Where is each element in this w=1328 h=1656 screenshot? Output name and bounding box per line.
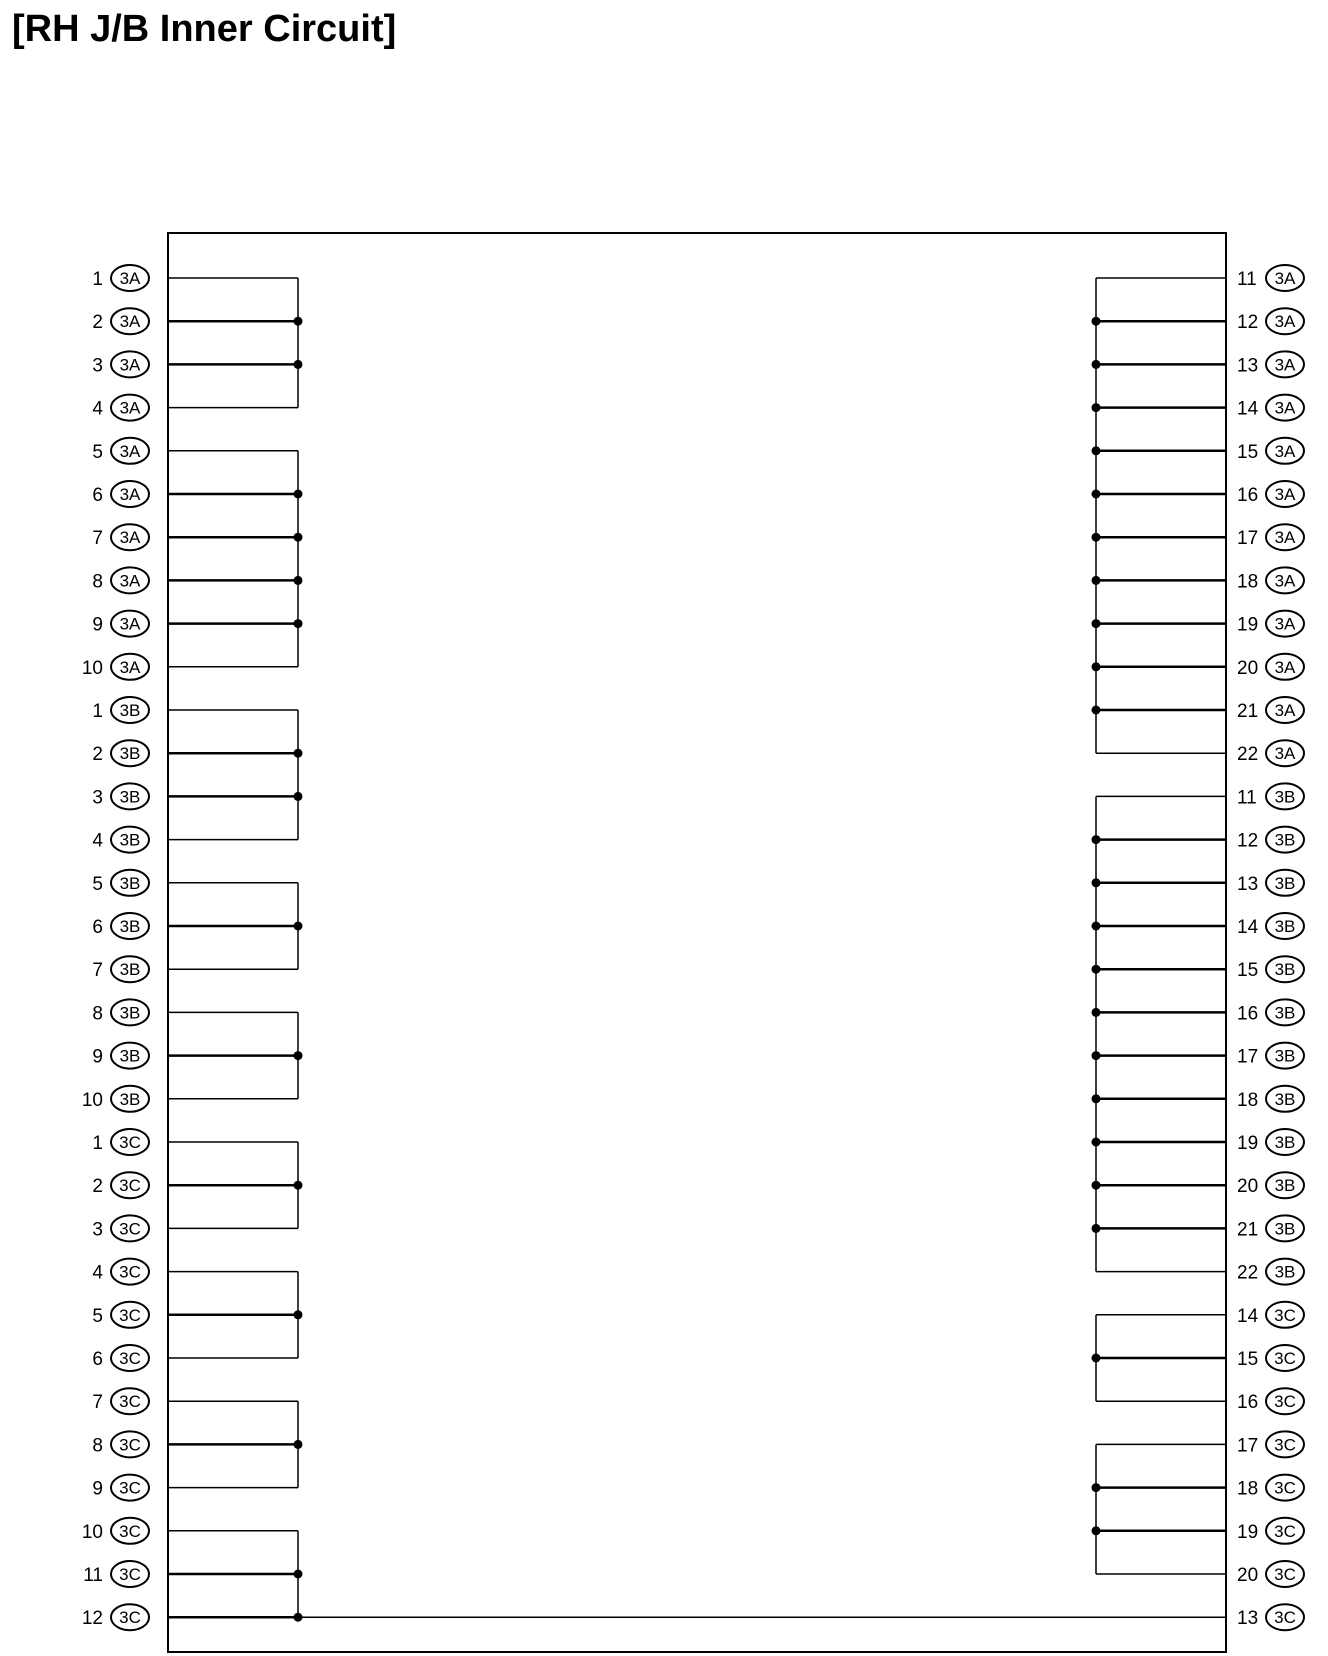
connector-label: 3A — [119, 657, 141, 677]
connector-label: 3C — [1274, 1565, 1296, 1584]
connector-label: 3A — [1274, 571, 1296, 591]
left-terminal — [92, 1302, 149, 1328]
right-terminal — [1237, 1172, 1304, 1198]
pin-number: 5 — [92, 873, 103, 895]
pin-number: 7 — [92, 1392, 103, 1414]
connector-label: 3C — [119, 1305, 141, 1325]
pin-number: 14 — [1237, 917, 1259, 938]
pin-number: 22 — [1237, 744, 1259, 766]
right-terminal — [1237, 1388, 1304, 1414]
connector-label: 3B — [119, 873, 141, 893]
pin-number: 11 — [1237, 787, 1257, 809]
left-terminal — [92, 1475, 149, 1501]
right-terminal — [1237, 1129, 1304, 1155]
connector-label: 3C — [119, 1521, 141, 1541]
junction-dot — [294, 792, 303, 801]
connector-label: 3A — [119, 485, 141, 504]
connector-label: 3A — [119, 441, 141, 461]
left-terminal — [92, 697, 149, 723]
pin-number: 14 — [1237, 398, 1259, 420]
pin-number: 5 — [92, 441, 103, 463]
left-terminal — [92, 783, 149, 809]
connector-label: 3A — [119, 398, 141, 418]
right-terminal — [1237, 567, 1304, 593]
pin-number: 4 — [92, 1262, 103, 1284]
left-terminal — [82, 1518, 149, 1544]
pin-number: 19 — [1237, 1133, 1259, 1154]
connector-label: 3A — [1274, 528, 1296, 548]
pin-number: 12 — [81, 1608, 103, 1630]
left-terminal — [92, 265, 149, 291]
pin-number: 6 — [92, 1349, 103, 1370]
connector-label: 3C — [119, 1608, 141, 1628]
left-terminal — [92, 956, 149, 982]
pin-number: 20 — [1237, 1176, 1259, 1198]
pin-number: 10 — [81, 1089, 103, 1111]
right-terminal — [1237, 265, 1304, 291]
pin-number: 10 — [81, 657, 103, 679]
connector-label: 3A — [1274, 269, 1296, 288]
junction-dot — [1092, 965, 1101, 974]
pin-number: 16 — [1237, 1392, 1259, 1414]
connector-label: 3A — [119, 269, 141, 288]
right-terminal — [1237, 1561, 1304, 1587]
left-terminal — [92, 1043, 149, 1069]
connector-label: 3B — [1274, 960, 1296, 980]
left-terminal — [92, 308, 149, 334]
left-terminal — [92, 567, 149, 593]
connector-label: 3C — [1274, 1521, 1296, 1541]
left-terminal — [92, 611, 149, 637]
junction-dot — [294, 1181, 303, 1190]
junction-dot — [1092, 533, 1101, 542]
left-terminal — [92, 1172, 149, 1198]
right-terminal — [1237, 308, 1304, 334]
pin-number: 18 — [1237, 1089, 1259, 1111]
connector-label: 3A — [1274, 701, 1296, 720]
junction-dot — [1092, 1008, 1101, 1017]
junction-dot — [294, 1440, 303, 1449]
junction-dot — [1092, 878, 1101, 887]
left-terminal — [92, 1215, 149, 1241]
connector-label: 3C — [119, 1262, 141, 1282]
junction-dot — [294, 619, 303, 628]
junction-dot — [1092, 1051, 1101, 1060]
left-terminal — [92, 438, 149, 464]
connector-label: 3B — [119, 701, 141, 720]
junction-dot — [1092, 922, 1101, 931]
pin-number: 9 — [92, 1478, 103, 1500]
junction-dot — [294, 1310, 303, 1319]
wires — [168, 278, 1226, 1617]
pin-number: 15 — [1237, 441, 1259, 463]
connector-label: 3B — [119, 787, 141, 807]
right-terminal — [1237, 1215, 1304, 1241]
junction-dot — [1092, 1181, 1101, 1190]
right-terminal — [1237, 1302, 1304, 1328]
pin-number: 15 — [1237, 1349, 1259, 1370]
pin-number: 12 — [1237, 830, 1259, 852]
connector-label: 3B — [1274, 787, 1296, 807]
pin-number: 3 — [92, 355, 103, 377]
left-terminal — [92, 481, 149, 507]
right-terminal — [1237, 1604, 1304, 1630]
pin-number: 22 — [1237, 1262, 1259, 1284]
right-terminal — [1237, 438, 1304, 464]
junction-dot — [1092, 317, 1101, 326]
connector-label: 3B — [1274, 917, 1296, 936]
pin-number: 15 — [1237, 960, 1259, 982]
pin-number: 18 — [1237, 1478, 1259, 1500]
junction-dot — [1092, 1526, 1101, 1535]
left-terminal — [92, 827, 149, 853]
pin-number: 14 — [1237, 1305, 1259, 1327]
pin-number: 5 — [92, 1305, 103, 1327]
connector-label: 3B — [119, 830, 141, 850]
pin-number: 20 — [1237, 657, 1259, 679]
connector-label: 3A — [1274, 614, 1296, 634]
connector-label: 3C — [119, 1349, 141, 1368]
right-terminal — [1237, 1086, 1304, 1112]
right-terminal — [1237, 697, 1304, 723]
connector-label: 3B — [1274, 1089, 1296, 1109]
right-terminal — [1237, 913, 1304, 939]
connector-label: 3C — [1274, 1349, 1296, 1368]
pin-number: 6 — [92, 485, 103, 506]
left-terminal — [92, 1259, 149, 1285]
connector-label: 3B — [119, 1046, 141, 1066]
connector-label: 3A — [1274, 744, 1296, 764]
connector-label: 3C — [1274, 1478, 1296, 1498]
pin-number: 1 — [92, 269, 103, 290]
pin-number: 16 — [1237, 1003, 1259, 1025]
connector-label: 3B — [1274, 1176, 1296, 1196]
junction-dot — [1092, 1138, 1101, 1147]
connector-label: 3C — [119, 1435, 141, 1455]
pin-number: 17 — [1237, 1435, 1259, 1457]
right-terminal — [1237, 1043, 1304, 1069]
junction-dot — [1092, 1224, 1101, 1233]
junction-dot — [294, 533, 303, 542]
pin-number: 7 — [92, 960, 103, 982]
connector-label: 3C — [119, 1392, 141, 1412]
junction-dot — [294, 360, 303, 369]
left-terminal — [92, 870, 149, 896]
connector-label: 3C — [1274, 1608, 1296, 1628]
junction-dot — [1092, 835, 1101, 844]
left-terminal — [92, 740, 149, 766]
connector-label: 3A — [1274, 312, 1296, 332]
connector-label: 3A — [1274, 398, 1296, 418]
junction-dot — [294, 317, 303, 326]
connector-label: 3C — [119, 1133, 141, 1152]
page-title: [RH J/B Inner Circuit] — [12, 8, 397, 50]
connector-label: 3A — [1274, 657, 1296, 677]
right-terminal — [1237, 783, 1304, 809]
connector-label: 3C — [119, 1565, 141, 1584]
pin-number: 13 — [1237, 873, 1259, 895]
junction-dot — [1092, 576, 1101, 585]
junction-dot — [294, 576, 303, 585]
left-terminal — [92, 1345, 149, 1371]
connector-label: 3C — [119, 1478, 141, 1498]
pin-number: 9 — [92, 1046, 103, 1068]
connector-label: 3A — [1274, 441, 1296, 461]
pin-number: 10 — [81, 1521, 103, 1543]
connector-label: 3B — [119, 1003, 141, 1023]
pin-number: 12 — [1237, 312, 1259, 334]
connector-label: 3A — [119, 614, 141, 634]
connector-label: 3A — [119, 528, 141, 548]
right-terminal — [1237, 1259, 1304, 1285]
connector-label: 3B — [1274, 1003, 1296, 1023]
junction-dots — [294, 317, 1101, 1622]
junction-dot — [294, 749, 303, 758]
junction-dot — [294, 1051, 303, 1060]
connector-label: 3B — [1274, 873, 1296, 893]
connector-label: 3B — [1274, 1046, 1296, 1066]
pin-number: 3 — [92, 1219, 103, 1241]
connector-label: 3B — [119, 917, 141, 936]
pin-number: 19 — [1237, 1521, 1259, 1543]
connector-label: 3C — [1274, 1392, 1296, 1412]
left-terminals — [82, 265, 149, 1630]
right-terminal — [1237, 1345, 1304, 1371]
pin-number: 3 — [92, 787, 103, 809]
junction-dot — [294, 922, 303, 931]
connector-label: 3A — [119, 312, 141, 332]
left-terminal — [82, 1604, 149, 1630]
junction-dot — [294, 1570, 303, 1579]
right-terminal — [1237, 654, 1304, 680]
connector-label: 3B — [1274, 1262, 1296, 1282]
pin-number: 2 — [92, 312, 103, 334]
pin-number: 20 — [1237, 1565, 1259, 1586]
junction-dot — [294, 1613, 303, 1622]
right-terminals — [1237, 265, 1304, 1630]
junction-dot — [1092, 662, 1101, 671]
junction-block-outline — [168, 233, 1226, 1652]
junction-dot — [1092, 446, 1101, 455]
pin-number: 1 — [92, 701, 103, 722]
connector-label: 3A — [1274, 485, 1296, 504]
right-terminal — [1237, 1431, 1304, 1457]
left-terminal — [92, 1129, 149, 1155]
pin-number: 19 — [1237, 614, 1259, 636]
junction-dot — [1092, 360, 1101, 369]
left-terminal — [92, 395, 149, 421]
pin-number: 2 — [92, 1176, 103, 1198]
right-terminal — [1237, 1475, 1304, 1501]
junction-dot — [1092, 490, 1101, 499]
right-terminal — [1237, 1518, 1304, 1544]
connector-label: 3C — [1274, 1305, 1296, 1325]
connector-label: 3C — [1274, 1435, 1296, 1455]
pin-number: 1 — [92, 1133, 103, 1154]
left-terminal — [92, 913, 149, 939]
junction-dot — [294, 490, 303, 499]
left-terminal — [92, 1388, 149, 1414]
pin-number: 7 — [92, 528, 103, 550]
right-terminal — [1237, 481, 1304, 507]
left-terminal — [92, 1431, 149, 1457]
connector-label: 3B — [1274, 1133, 1296, 1152]
right-terminal — [1237, 827, 1304, 853]
pin-number: 13 — [1237, 1608, 1259, 1630]
pin-number: 11 — [1237, 269, 1257, 290]
junction-dot — [1092, 1094, 1101, 1103]
right-terminal — [1237, 999, 1304, 1025]
pin-number: 17 — [1237, 528, 1259, 550]
pin-number: 4 — [92, 398, 103, 420]
left-terminal — [82, 1086, 149, 1112]
pin-number: 16 — [1237, 485, 1259, 506]
pin-number: 2 — [92, 744, 103, 766]
connector-label: 3A — [119, 571, 141, 591]
right-terminal — [1237, 395, 1304, 421]
pin-number: 18 — [1237, 571, 1259, 593]
right-terminal — [1237, 524, 1304, 550]
connector-label: 3C — [119, 1176, 141, 1196]
pin-number: 13 — [1237, 355, 1259, 377]
connector-label: 3B — [1274, 1219, 1296, 1239]
right-terminal — [1237, 351, 1304, 377]
junction-dot — [1092, 403, 1101, 412]
pin-number: 17 — [1237, 1046, 1259, 1068]
junction-dot — [1092, 1354, 1101, 1363]
right-terminal — [1237, 870, 1304, 896]
pin-number: 21 — [1237, 701, 1259, 722]
pin-number: 11 — [83, 1565, 103, 1586]
pin-number: 6 — [92, 917, 103, 938]
connector-label: 3A — [1274, 355, 1296, 375]
left-terminal — [82, 654, 149, 680]
connector-label: 3B — [1274, 830, 1296, 850]
right-terminal — [1237, 740, 1304, 766]
connector-label: 3C — [119, 1219, 141, 1239]
left-terminal — [92, 524, 149, 550]
junction-dot — [1092, 1483, 1101, 1492]
left-terminal — [92, 999, 149, 1025]
left-terminal — [92, 351, 149, 377]
left-terminal — [83, 1561, 149, 1587]
junction-dot — [1092, 706, 1101, 715]
pin-number: 9 — [92, 614, 103, 636]
pin-number: 8 — [92, 571, 103, 593]
right-terminal — [1237, 611, 1304, 637]
pin-number: 21 — [1237, 1219, 1259, 1241]
junction-dot — [1092, 619, 1101, 628]
connector-label: 3A — [119, 355, 141, 375]
connector-label: 3B — [119, 960, 141, 980]
pin-number: 8 — [92, 1435, 103, 1457]
pin-number: 4 — [92, 830, 103, 852]
connector-label: 3B — [119, 744, 141, 764]
connector-label: 3B — [119, 1089, 141, 1109]
pin-number: 8 — [92, 1003, 103, 1025]
right-terminal — [1237, 956, 1304, 982]
